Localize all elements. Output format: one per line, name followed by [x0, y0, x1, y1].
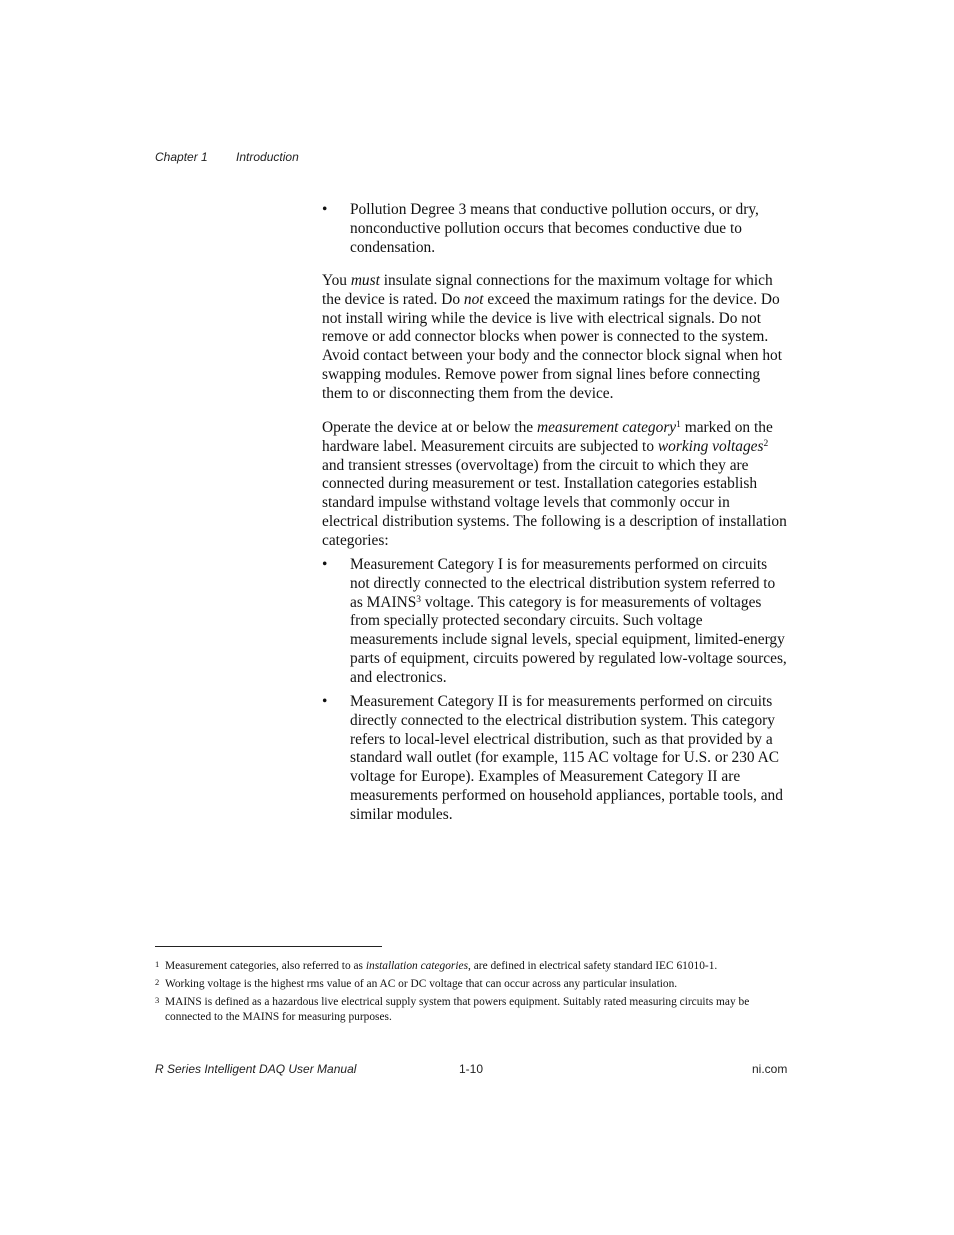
footnote-ref-1[interactable]: 1 — [676, 420, 681, 430]
footnote-text: Working voltage is the highest rms value of an AC or DC voltage that can occur across any particular insulation. — [165, 978, 678, 990]
emphasis-not: not — [463, 290, 484, 308]
bullet-icon: • — [322, 693, 328, 710]
bullet-text: Measurement Category II is for measurements performed on circuits directly connected to the electrical distribution system. This category refers to local-level electrical distribution, such as that provided by a standard wall outlet (for example, 115 AC voltage for U.S. or 230 AC voltage for Europe). Examples of Measurement Category II are measurements performed on household appliances, portable tools, and similar modules. — [350, 693, 783, 823]
term-working-voltages: working voltages — [657, 437, 764, 455]
term-measurement-category: measurement category — [536, 419, 677, 436]
emphasis-must: must — [350, 272, 380, 289]
footnote-number: 3 — [155, 995, 160, 1005]
paragraph-insulation: You must insulate signal connections for the maximum voltage for which the device is rated. Do not exceed the maximum ratings for the device. Do not install wiring while the device is live with electrical signals. Do not remove or add connector blocks when power is connected to the system. Avoid contact between your body and the connector block signal when hot swapping modules. Remove power from signal lines before connecting them to or disconnecting them from the device. — [322, 272, 783, 402]
bullet-text: Measurement Category I is for measurements performed on circuits not directly connected to the electrical distribution system referred to as MAINS$^3$ voltage. This category is for measurements of voltages from specially protected secondary circuits. Such voltage measurements include signal levels, special equipment, limited-energy parts of equipment, circuits powered by regulated low-voltage sources, and electronics. — [350, 556, 787, 686]
footnote-number: 2 — [155, 977, 160, 987]
footnote-ref-3[interactable]: 3 — [416, 594, 422, 605]
footer-page-number: 1-10 — [459, 1062, 484, 1076]
footnote-number: 1 — [155, 959, 160, 969]
chapter-number: Chapter 1 — [155, 150, 208, 164]
footnote-divider — [155, 946, 382, 947]
bullet-icon: • — [322, 556, 328, 573]
chapter-title: Introduction — [236, 150, 299, 164]
footer-website-link[interactable]: ni.com — [752, 1062, 788, 1076]
bullet-icon: • — [322, 201, 328, 218]
term-installation-categories: installation categories — [365, 960, 469, 972]
footnote-text: Measurement categories, also referred to as installation categories, are defined in electrical safety standard IEC 61010-1. — [165, 960, 718, 972]
running-header — [155, 150, 299, 164]
paragraph-measurement-category: Operate the device at or below the measurement category$^1$ marked on the hardware label. Measurement circuits are subjected to working voltages$^2$ and transient stresses (overvoltage) from the circuit to which they are connected during measurement or test. Installation categories establish standard impulse withstand voltage levels that commonly occur in electrical distribution systems. The following is a description of installation categories: — [322, 419, 787, 549]
bullet-text: Pollution Degree 3 means that conductive pollution occurs, or dry, nonconductive pollution occurs that becomes conductive due to condensation. — [350, 201, 759, 256]
footnote-ref-2[interactable]: 2 — [763, 438, 769, 449]
footer-manual-title: R Series Intelligent DAQ User Manual — [155, 1062, 357, 1076]
footnote-text: MAINS is defined as a hazardous live electrical supply system that powers equipment. Suitably rated measuring circuits may be connected to the MAINS for measuring purposes. — [165, 996, 750, 1023]
